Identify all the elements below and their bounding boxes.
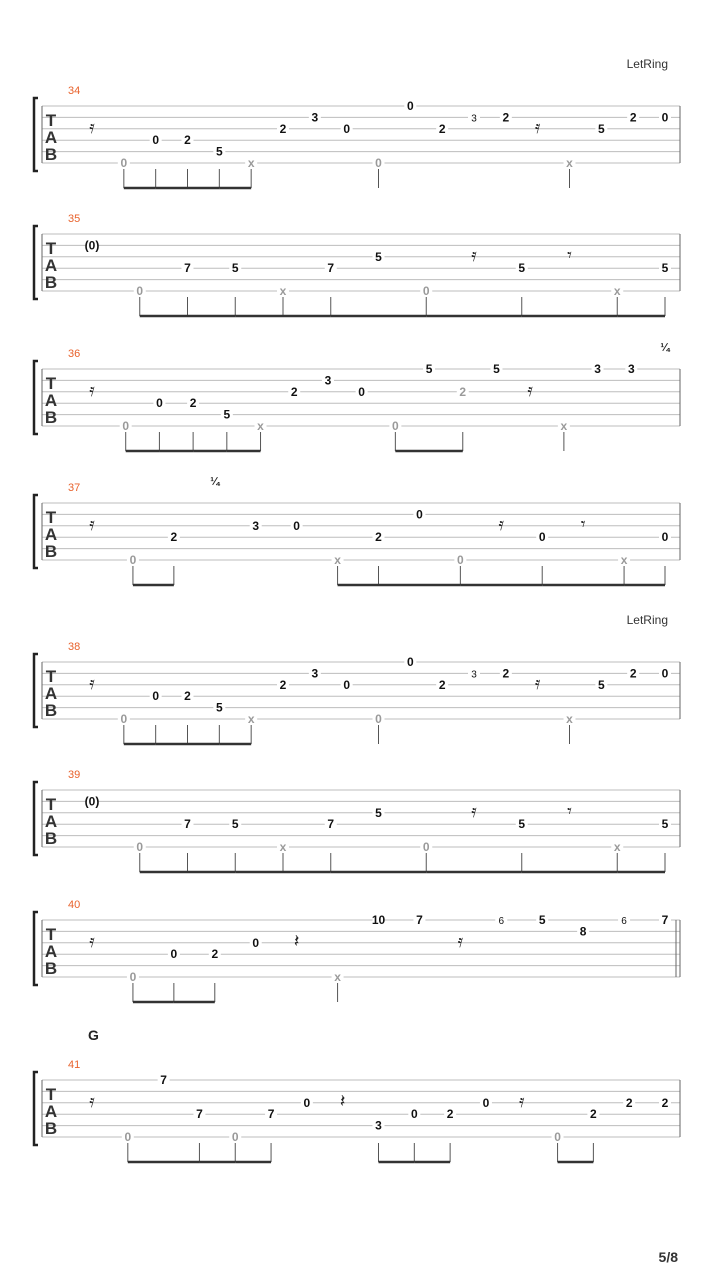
- fret-number: 0: [554, 1130, 561, 1144]
- system-bar-35: [34, 213, 680, 316]
- fret-number: 2: [438, 121, 446, 136]
- fret-number: 0: [152, 689, 160, 704]
- fret-number: 0: [122, 419, 130, 433]
- fret-number: 0: [661, 530, 669, 545]
- fret-number: 3: [627, 362, 635, 376]
- fret-number: 5: [597, 677, 605, 692]
- fret-number: 2: [625, 1095, 633, 1110]
- fret-number: 3: [311, 110, 319, 125]
- fret-number: 0: [129, 970, 137, 984]
- fret-number: 0: [457, 553, 464, 567]
- rest-mark: 𝄿: [89, 380, 95, 401]
- tab-clef-letter: T: [45, 925, 57, 944]
- tab-clef-letter: B: [44, 542, 58, 561]
- system-bar-41: [34, 1027, 680, 1162]
- fret-number: x: [334, 553, 341, 567]
- system-bracket: [34, 361, 38, 434]
- fret-number: 0: [538, 530, 546, 545]
- fret-number: x: [560, 419, 568, 433]
- fret-number: 3: [252, 518, 260, 533]
- fret-number: 5: [518, 817, 526, 832]
- let-ring-label: LetRing: [626, 57, 668, 71]
- bend-amount: ¼: [660, 342, 670, 354]
- fret-number: 0: [120, 712, 128, 726]
- fret-number: 3: [375, 1118, 382, 1133]
- fret-number: 3: [324, 373, 332, 388]
- fret-number: 7: [196, 1107, 203, 1122]
- tab-clef-letter: A: [44, 128, 58, 147]
- fret-number: 0: [252, 935, 260, 950]
- rest-mark: 𝄿: [89, 931, 95, 952]
- fret-number: 2: [184, 689, 191, 704]
- bar-number: 34: [68, 85, 81, 97]
- tab-clef-letter: T: [45, 111, 57, 130]
- fret-number: 2: [279, 677, 287, 692]
- tab-clef-letter: B: [44, 1119, 58, 1138]
- fret-number: 0: [482, 1095, 490, 1110]
- fret-number: 5: [518, 261, 526, 276]
- rest-mark: 𝄿: [457, 931, 464, 952]
- tab-clef-letter: A: [44, 812, 58, 831]
- fret-number: x: [334, 970, 341, 984]
- rest-mark: 𝄽: [293, 931, 300, 952]
- fret-number: 0: [406, 655, 414, 669]
- system-bar-38: [34, 613, 680, 744]
- fret-number: x: [279, 284, 287, 298]
- fret-number: x: [566, 712, 573, 726]
- fret-number: 0: [410, 1107, 418, 1122]
- system-bracket: [34, 226, 38, 299]
- fret-number: 6: [498, 916, 505, 927]
- tab-clef-letter: T: [45, 667, 57, 686]
- system-bracket: [34, 782, 38, 855]
- fret-number: 5: [661, 261, 669, 276]
- fret-number: 2: [184, 133, 191, 148]
- fret-number: 5: [493, 362, 500, 376]
- fret-number: 2: [438, 677, 446, 692]
- system-bracket: [34, 98, 38, 171]
- fret-number: 0: [375, 712, 382, 726]
- fret-number: 0: [136, 284, 144, 298]
- fret-number: (0): [84, 794, 100, 809]
- tab-clef-letter: B: [44, 273, 58, 292]
- tab-clef-letter: B: [44, 408, 58, 427]
- system-bracket: [34, 1072, 38, 1145]
- fret-number: 0: [406, 99, 414, 113]
- fret-number: x: [257, 419, 264, 433]
- fret-number: x: [566, 156, 573, 170]
- rest-mark: 𝄿: [527, 380, 533, 401]
- fret-number: 0: [661, 110, 669, 125]
- tab-clef-letter: B: [44, 145, 58, 164]
- chord-name: G: [88, 1027, 99, 1043]
- fret-number: 0: [124, 1130, 132, 1144]
- system-bar-36: [34, 342, 680, 451]
- fret-number: 2: [629, 110, 637, 125]
- fret-number: 0: [293, 518, 300, 533]
- system-bracket: [34, 654, 38, 727]
- tab-clef-letter: A: [44, 1102, 58, 1121]
- tab-clef-letter: T: [45, 1085, 57, 1104]
- fret-number: 0: [343, 121, 351, 136]
- fret-number: 3: [471, 669, 477, 681]
- tab-clef-letter: T: [45, 795, 57, 814]
- fret-number: 5: [661, 817, 669, 832]
- system-bar-39: [34, 769, 680, 872]
- fret-number: 2: [170, 530, 178, 545]
- fret-number: 2: [446, 1107, 454, 1122]
- fret-number: 0: [129, 553, 137, 567]
- tab-clef-letter: A: [44, 942, 58, 961]
- fret-number: 7: [327, 261, 335, 276]
- tab-clef-letter: B: [44, 959, 58, 978]
- fret-number: 5: [425, 362, 433, 376]
- tab-clef-letter: A: [44, 525, 58, 544]
- fret-number: 8: [579, 924, 587, 939]
- bar-number: 38: [68, 641, 81, 653]
- fret-number: 7: [184, 261, 191, 276]
- bar-number: 40: [68, 899, 81, 911]
- fret-number: 0: [661, 666, 669, 681]
- fret-number: 5: [538, 913, 546, 927]
- fret-number: 5: [231, 817, 239, 832]
- system-bracket: [34, 912, 38, 985]
- system-bar-37: [34, 476, 680, 585]
- page-number: 5/8: [658, 1249, 678, 1265]
- fret-number: x: [279, 840, 287, 854]
- fret-number: x: [247, 712, 255, 726]
- tab-clef-letter: T: [45, 508, 57, 527]
- fret-number: 2: [211, 947, 219, 962]
- fret-number: 2: [459, 384, 467, 399]
- fret-number: 5: [223, 407, 231, 422]
- fret-number: 0: [136, 840, 144, 854]
- fret-number: 2: [279, 121, 287, 136]
- bar-number: 35: [68, 213, 81, 225]
- rest-mark: 𝄿: [89, 117, 95, 138]
- rest-mark: 𝄽: [339, 1091, 346, 1112]
- fret-number: 2: [189, 396, 197, 411]
- fret-number: 0: [170, 947, 178, 962]
- fret-number: 5: [375, 805, 382, 820]
- fret-number: 7: [267, 1107, 275, 1122]
- fret-number: 0: [358, 384, 365, 399]
- fret-number: 7: [184, 817, 191, 832]
- tab-clef-letter: B: [44, 829, 58, 848]
- system-bar-40: [34, 899, 680, 1002]
- let-ring-label: LetRing: [626, 613, 668, 627]
- bar-number: 37: [68, 482, 81, 494]
- system-bar-34: [34, 57, 680, 188]
- rest-mark: 𝄿: [471, 801, 477, 822]
- tab-clef-letter: B: [44, 701, 58, 720]
- fret-number: 5: [375, 249, 382, 264]
- fret-number: (0): [84, 238, 100, 253]
- rest-mark: 𝄿: [518, 1091, 525, 1112]
- fret-number: 0: [303, 1095, 311, 1110]
- tab-clef-letter: A: [44, 684, 58, 703]
- bar-number: 39: [68, 769, 81, 781]
- fret-number: 2: [290, 384, 298, 399]
- rest-mark: 𝄿: [498, 514, 505, 535]
- fret-number: 6: [621, 916, 627, 927]
- bend-amount: ¼: [210, 476, 220, 488]
- rest-mark: 𝄾: [567, 245, 572, 266]
- fret-number: x: [247, 156, 255, 170]
- fret-number: 0: [375, 156, 382, 170]
- fret-number: 0: [416, 507, 423, 522]
- fret-number: 7: [416, 913, 423, 927]
- fret-number: 10: [371, 913, 386, 927]
- tab-clef-letter: A: [44, 391, 58, 410]
- tab-clef-letter: T: [45, 239, 57, 258]
- tab-clef-letter: A: [44, 256, 58, 275]
- fret-number: 0: [120, 156, 128, 170]
- bar-number: 41: [68, 1059, 81, 1071]
- fret-number: 0: [422, 840, 430, 854]
- fret-number: 5: [215, 700, 223, 715]
- fret-number: 3: [594, 362, 601, 376]
- rest-mark: 𝄿: [89, 1091, 95, 1112]
- fret-number: x: [613, 840, 621, 854]
- rest-mark: 𝄾: [580, 514, 586, 535]
- system-bracket: [34, 495, 38, 568]
- rest-mark: 𝄿: [471, 245, 477, 266]
- fret-number: x: [620, 553, 628, 567]
- fret-number: 2: [502, 110, 510, 125]
- fret-number: 7: [661, 913, 669, 927]
- fret-number: 5: [215, 144, 223, 159]
- fret-number: 7: [160, 1073, 167, 1087]
- tab-clef-letter: T: [45, 374, 57, 393]
- fret-number: 0: [152, 133, 160, 148]
- fret-number: 0: [343, 677, 351, 692]
- fret-number: 0: [156, 396, 163, 411]
- fret-number: 3: [311, 666, 319, 681]
- fret-number: 2: [375, 530, 382, 545]
- rest-mark: 𝄿: [89, 673, 95, 694]
- fret-number: 7: [327, 817, 335, 832]
- fret-number: 2: [661, 1095, 669, 1110]
- fret-number: 2: [629, 666, 637, 681]
- fret-number: x: [613, 284, 621, 298]
- rest-mark: 𝄾: [567, 801, 572, 822]
- fret-number: 2: [590, 1107, 597, 1122]
- rest-mark: 𝄿: [534, 117, 541, 138]
- fret-number: 2: [502, 666, 510, 681]
- fret-number: 5: [231, 261, 239, 276]
- fret-number: 0: [392, 419, 399, 433]
- fret-number: 0: [231, 1130, 239, 1144]
- fret-number: 5: [597, 121, 605, 136]
- bar-number: 36: [68, 348, 81, 360]
- rest-mark: 𝄿: [534, 673, 541, 694]
- fret-number: 0: [422, 284, 430, 298]
- fret-number: 3: [471, 113, 477, 125]
- rest-mark: 𝄿: [89, 514, 95, 535]
